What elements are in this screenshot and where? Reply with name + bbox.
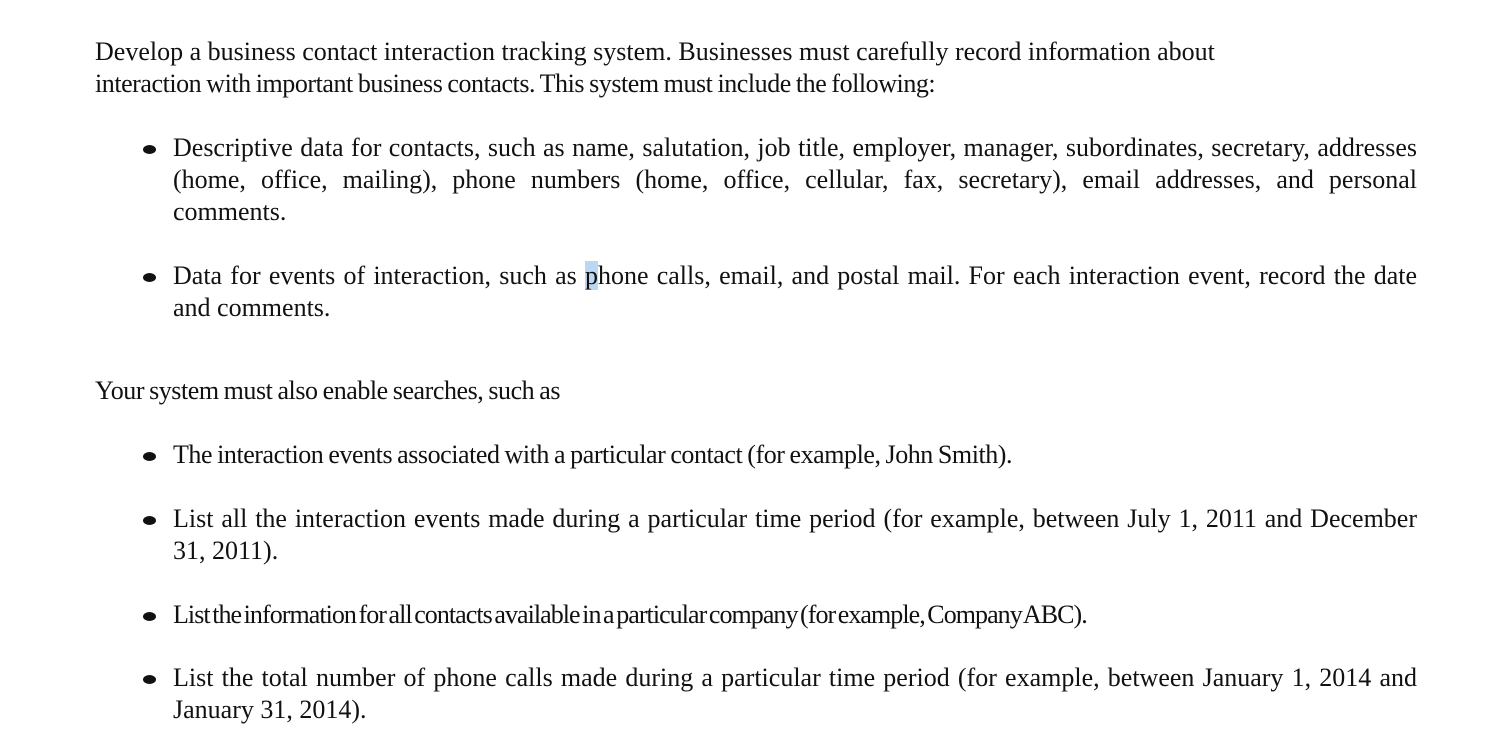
requirement-interaction-events-text <box>173 260 1417 324</box>
intro-line-1: Develop a business contact interaction tracking system. Businesses must carefully record information about <box>95 37 1215 66</box>
searches-heading: Your system must also enable searches, such as <box>95 376 561 405</box>
bullet-icon <box>143 273 156 282</box>
requirement-text-before-cursor: Data for events of interaction, such as <box>173 261 585 290</box>
text-cursor-highlight[interactable]: p <box>584 261 598 290</box>
bullet-icon <box>143 452 156 461</box>
intro-paragraph <box>95 36 1335 100</box>
requirement-contact-data-text: Descriptive data for contacts, such as name, salutation, job title, employer, manager, subordinates, secretary, addresses (home, office, mailing), phone numbers (home, office, cellular, fax, secretary), email addresses, and personal comments. <box>173 133 1417 226</box>
search-time-period-events-text: List all the interaction events made during a particular time period (for example, between July 1, 2011 and December 31, 2011). <box>173 504 1417 565</box>
bullet-icon <box>143 612 156 621</box>
search-company-contacts-text: List the information for all contacts available in a particular company (for example, Company ABC). <box>173 600 1087 629</box>
intro-line-2: interaction with important business contacts. This system must include the following: <box>95 69 936 98</box>
search-contact-events-text: The interaction events associated with a particular contact (for example, John Smith). <box>173 440 1013 469</box>
requirement-text-after-cursor: hone calls, email, and postal mail. For each interaction event, record the date and comments. <box>173 261 1417 322</box>
search-phone-call-count-text: List the total number of phone calls made during a particular time period (for example, between January 1, 2014 and January 31, 2014). <box>173 663 1417 724</box>
bullet-icon <box>143 516 156 525</box>
bullet-icon <box>143 675 156 684</box>
bullet-icon <box>143 145 156 154</box>
